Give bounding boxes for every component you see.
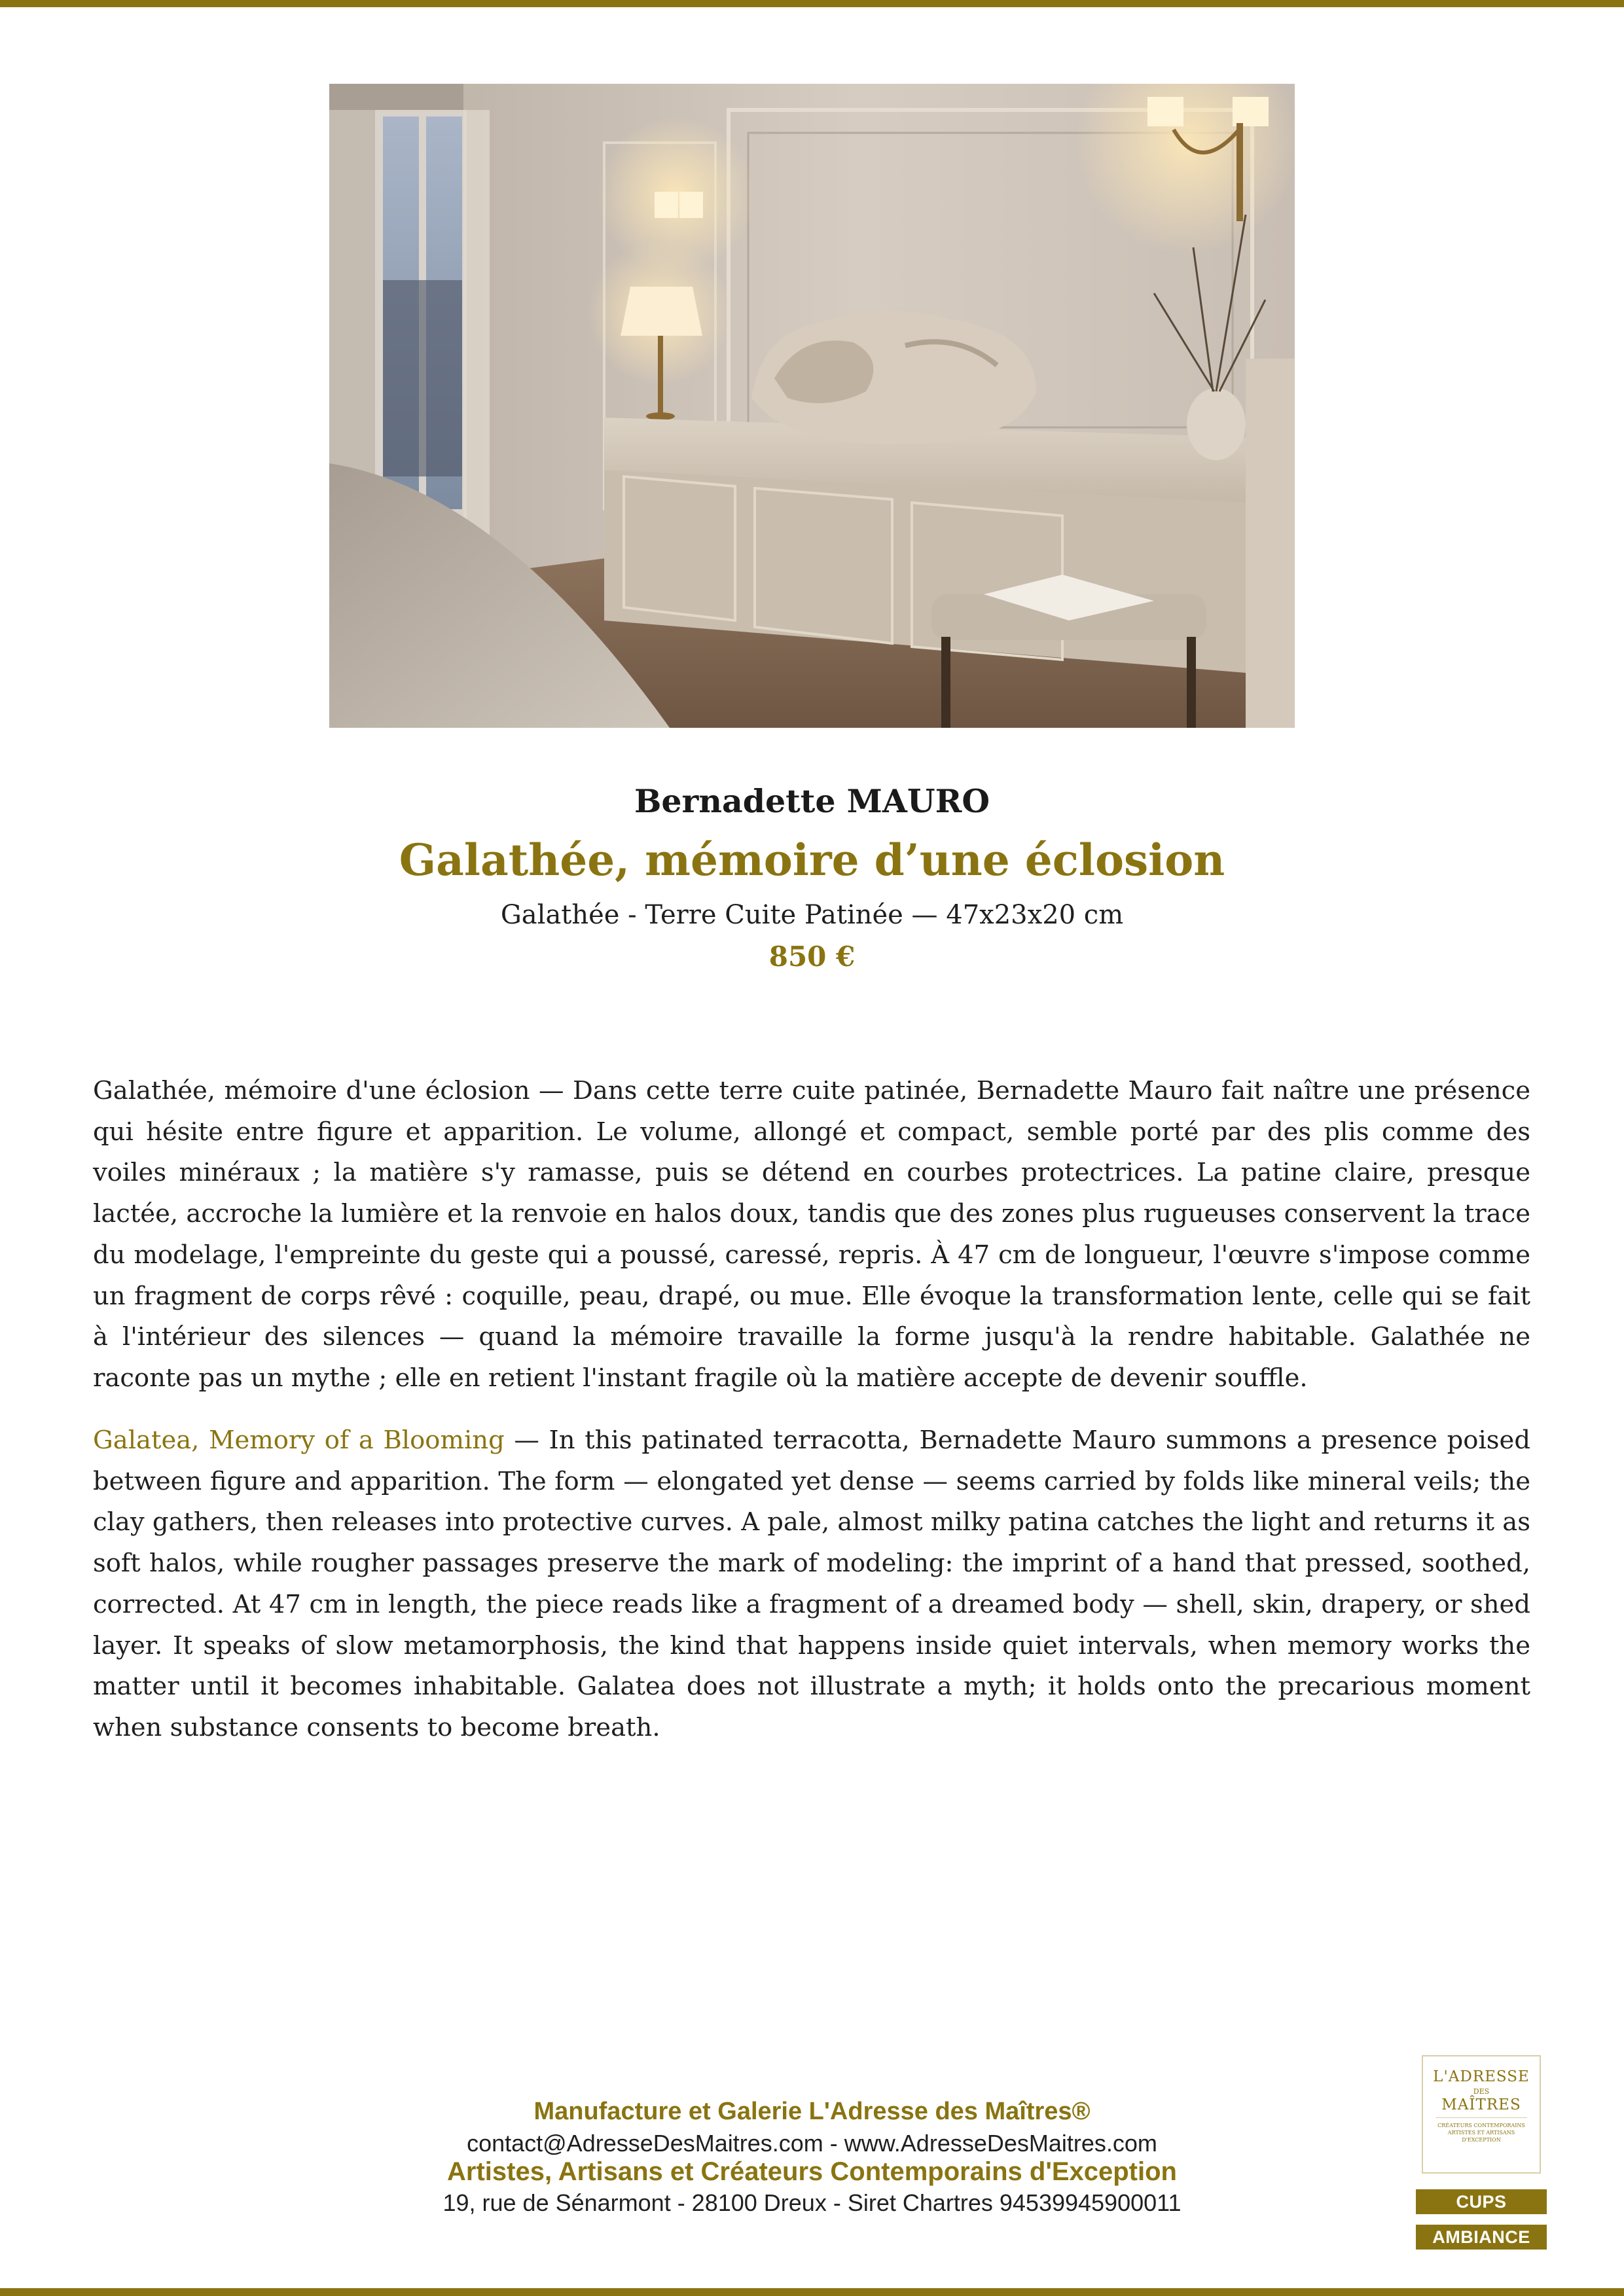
artwork-photo [329, 84, 1295, 728]
logo-divider [1435, 2117, 1527, 2118]
artist-name: Bernadette MAURO [634, 782, 990, 820]
footer-address: 19, rue de Sénarmont - 28100 Dreux - Siret Chartres 94539945900011 [442, 2189, 1182, 2216]
description-english [93, 1420, 1530, 1749]
brand-logo [1422, 2055, 1541, 2174]
logo-line-1: L'ADRESSE [1433, 2068, 1530, 2085]
footer-contact: contact@AdresseDesMaitres.com - www.AdresseDesMaitres.com [467, 2130, 1157, 2157]
logo-line-2: DES [1473, 2087, 1490, 2096]
english-title: Galatea, Memory of a Blooming [93, 1426, 505, 1455]
bottom-accent-bar [0, 2288, 1624, 2296]
logo-line-3: MAÎTRES [1441, 2096, 1521, 2113]
english-body: — In this patinated terracotta, Bernadette Mauro summons a presence poised between figure and apparition. The form — elongated yet dense — seems carried by folds like mineral veils; the clay gathers, then releases into protective curves. A pale, almost milky patina catches the light and returns it as soft halos, while rougher passages preserve the mark of modeling: the imprint of a hand that pressed, soothed, corrected. At 47 cm in length, the piece reads like a fragment of a dreamed body — shell, skin, drapery, or shed layer. It speaks of slow metamorphosis, the kind that happens inside quiet intervals, when memory works the matter until it becomes inhabitable. Galatea does not illustrate a myth; it holds onto the precarious moment when substance consents to become breath. [93, 1426, 1530, 1742]
artwork-details: Galathée - Terre Cuite Patinée — 47x23x20 cm [500, 900, 1124, 930]
footer-tagline: Artistes, Artisans et Créateurs Contemporains d'Exception [447, 2157, 1177, 2186]
logo-line-4: CRÉATEURS CONTEMPORAINS ARTISTES ET ARTISANS D'EXCEPTION [1437, 2123, 1525, 2143]
tag-cups: CUPS [1416, 2189, 1547, 2214]
artwork-title: Galathée, mémoire d’une éclosion [399, 834, 1225, 886]
footer-company: Manufacture et Galerie L'Adresse des Maîtres® [533, 2098, 1091, 2125]
interior-scene-illustration [329, 84, 1295, 728]
artwork-price: 850 € [768, 941, 856, 973]
tag-ambiance: AMBIANCE [1416, 2225, 1547, 2250]
top-accent-bar [0, 0, 1624, 7]
description-french: Galathée, mémoire d'une éclosion — Dans cette terre cuite patinée, Bernadette Mauro fait naître une présence qui hésite entre figure et apparition. Le volume, allongé et compact, semble porté par des plis comme des voiles minéraux ; la matière s'y ramasse, puis se détend en courbes protectrices. La patine claire, presque lactée, accroche la lumière et la renvoie en halos doux, tandis que des zones plus rugueuses conservent la trace du modelage, l'empreinte du geste qui a poussé, caressé, repris. À 47 cm de longueur, l'œuvre s'impose comme un fragment de corps rêvé : coquille, peau, drapé, ou mue. Elle évoque la transformation lente, celle qui se fait à l'intérieur des silences — quand la mémoire travaille la forme jusqu'à la rendre habitable. Galathée ne raconte pas un mythe ; elle en retient l'instant fragile où la matière accepte de devenir souffle. [93, 1076, 1530, 1393]
